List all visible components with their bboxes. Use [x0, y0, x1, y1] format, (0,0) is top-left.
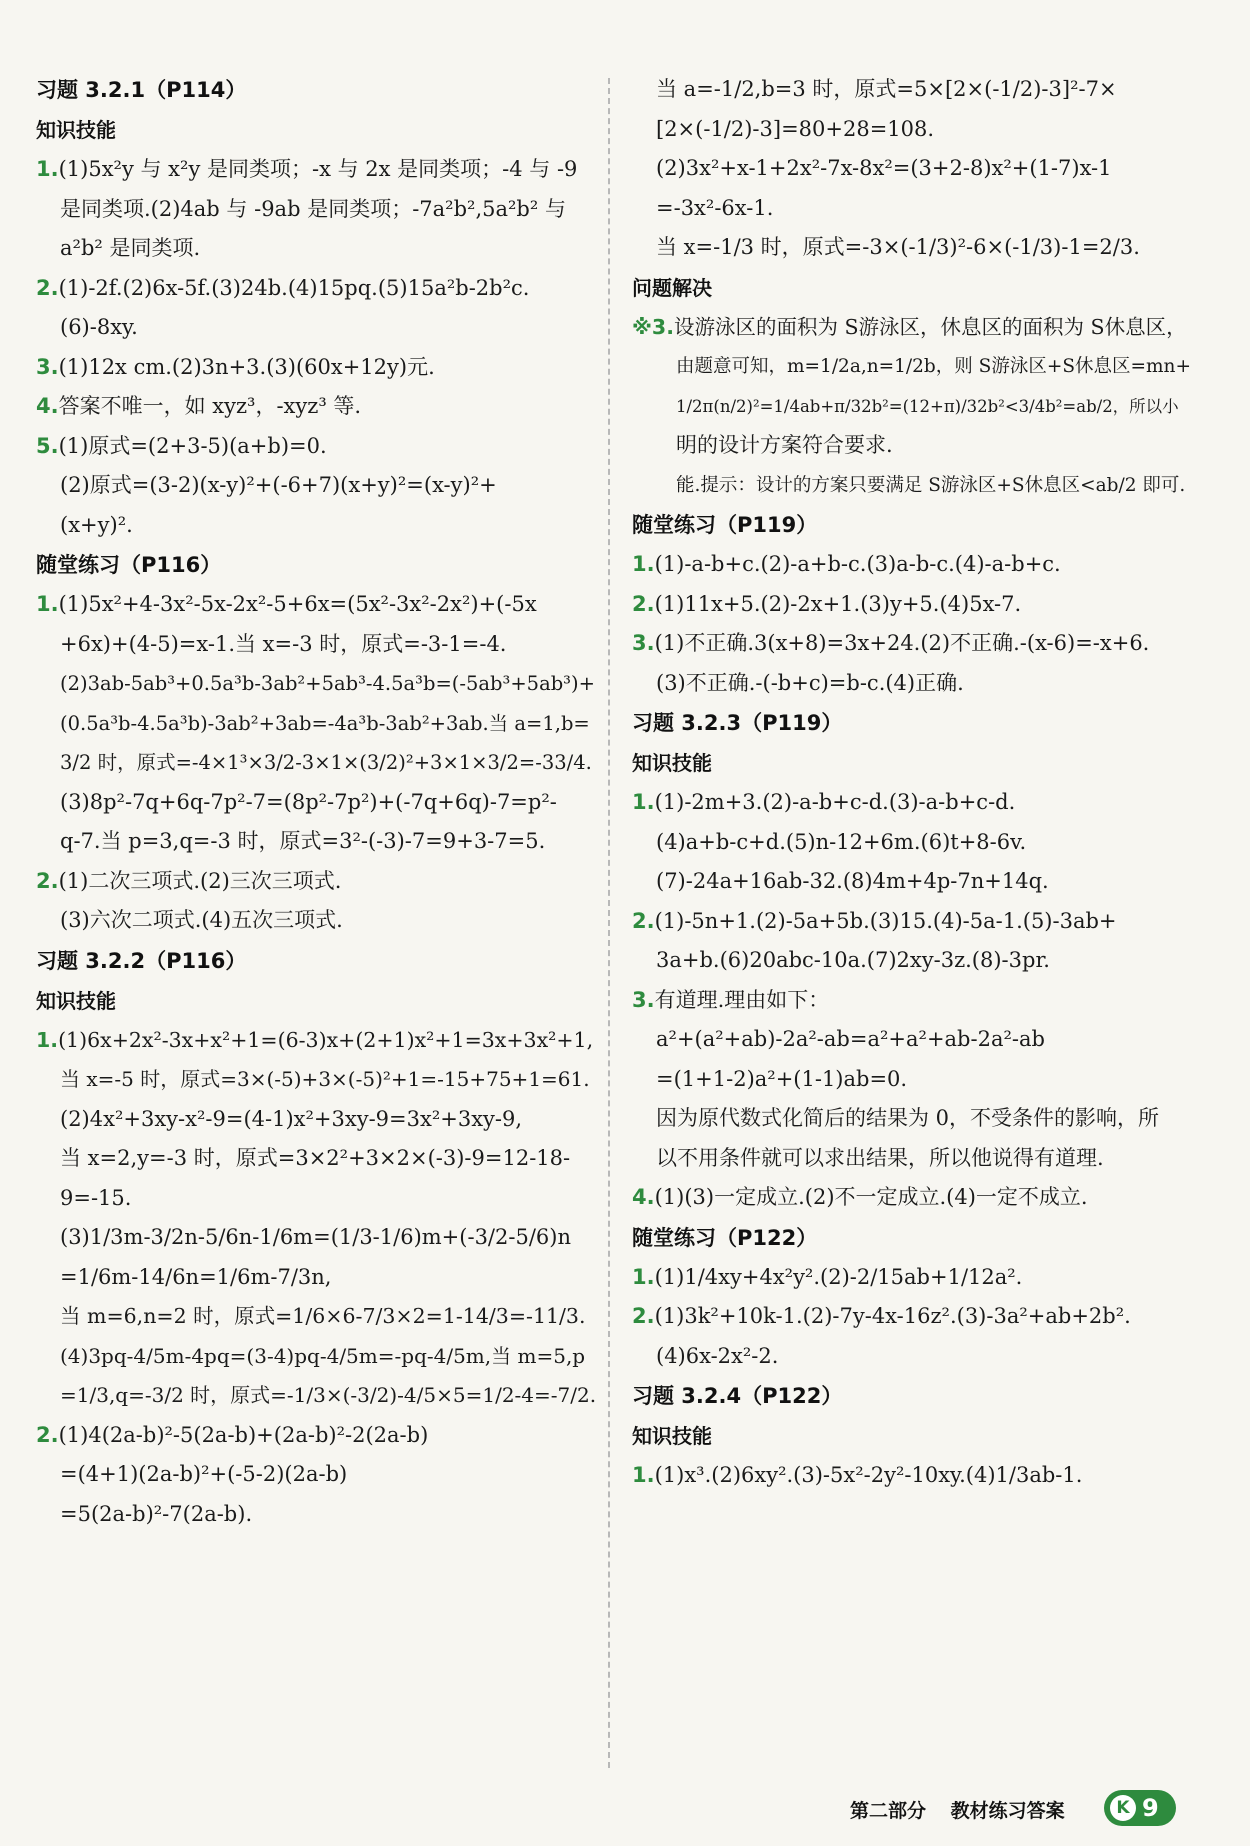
answer-line: (4)a+b-c+d.(5)n-12+6m.(6)t+8-6v.	[656, 829, 1027, 854]
item-text: (1)1/4xy+4x²y².(2)-2/15ab+1/12a².	[654, 1264, 1023, 1289]
answer-line: =(4+1)(2a-b)²+(-5-2)(2a-b)	[60, 1462, 348, 1486]
answer-line: 9=-15.	[60, 1185, 132, 1210]
section-heading: 习题 3.2.1（P114）	[36, 78, 247, 102]
answer-item	[632, 981, 1192, 1021]
answer-line: (2)3ab-5ab³+0.5a³b-3ab²+5ab³-4.5a³b=(-5ab³+5ab³)+	[60, 672, 595, 695]
item-text: (1)12x cm.(2)3n+3.(3)(60x+12y)元.	[58, 354, 435, 379]
item-text: (1)-a-b+c.(2)-a+b-c.(3)a-b-c.(4)-a-b+c.	[654, 552, 1061, 576]
right-column	[632, 70, 1192, 1496]
item-number: 2.	[36, 868, 59, 893]
item-number: 4.	[632, 1185, 655, 1209]
item-text: (1)11x+5.(2)-2x+1.(3)y+5.(4)5x-7.	[654, 591, 1022, 616]
item-text: 设游泳区的面积为 S游泳区，休息区的面积为 S休息区，	[673, 314, 1187, 339]
item-number: 1.	[36, 157, 59, 181]
section-heading: 随堂练习（P119）	[632, 513, 818, 537]
answer-line: a²+(a²+ab)-2a²-ab=a²+a²+ab-2a²-ab	[656, 1027, 1045, 1051]
answer-item	[36, 1021, 596, 1061]
answer-line: 当 x=-5 时，原式=3×(-5)+3×(-5)²+1=-15+75+1=61.	[60, 1067, 590, 1091]
answer-item	[36, 862, 596, 902]
item-text: (1)x³.(2)6xy².(3)-5x²-2y²-10xy.(4)1/3ab-1.	[654, 1463, 1083, 1487]
answer-line: (3)不正确.-(-b+c)=b-c.(4)正确.	[656, 670, 964, 695]
answer-item	[632, 1258, 1192, 1298]
answer-line: (0.5a³b-4.5a³b)-3ab²+3ab=-4a³b-3ab²+3ab.当 a=1,b=	[60, 711, 590, 735]
page-number: 9	[1142, 1794, 1159, 1822]
answer-line: =-3x²-6x-1.	[656, 195, 774, 220]
subsection-heading: 知识技能	[632, 1424, 712, 1448]
answer-line: (4)3pq-4/5m-4pq=(3-4)pq-4/5m=-pq-4/5m,当 m=5,p	[60, 1343, 586, 1368]
answer-item	[632, 1456, 1192, 1496]
item-number: 4.	[36, 394, 59, 418]
answer-line: =5(2a-b)²-7(2a-b).	[60, 1501, 253, 1526]
answer-line: (7)-24a+16ab-32.(8)4m+4p-7n+14q.	[656, 869, 1049, 893]
item-number: 1.	[36, 1027, 59, 1052]
answer-line: =1/6m-14/6n=1/6m-7/3n,	[60, 1264, 332, 1289]
item-number: 1.	[632, 1463, 655, 1487]
answer-item	[632, 902, 1192, 942]
left-column	[36, 70, 596, 1534]
answer-line: 是同类项.(2)4ab 与 -9ab 是同类项；-7a²b²,5a²b² 与	[60, 196, 566, 221]
item-text: (1)二次三项式.(2)三次三项式.	[58, 868, 342, 893]
answer-line: 3/2 时，原式=-4×1³×3/2-3×1×(3/2)²+3×1×3/2=-33/4.	[60, 751, 592, 774]
answer-line: (3)1/3m-3/2n-5/6n-1/6m=(1/3-1/6)m+(-3/2-5/6)n	[60, 1225, 571, 1249]
page-badge	[1104, 1790, 1176, 1826]
item-number: 2.	[632, 591, 655, 616]
answer-item	[36, 269, 596, 309]
subsection-heading: 知识技能	[632, 751, 712, 775]
answer-item	[36, 427, 596, 467]
answer-line: a²b² 是同类项.	[60, 236, 201, 260]
answer-item	[36, 150, 596, 190]
item-number: 2.	[36, 1422, 59, 1447]
answer-line: (3)8p²-7q+6q-7p²-7=(8p²-7p²)+(-7q+6q)-7=p²-	[60, 789, 557, 814]
answer-line: 以不用条件就可以求出结果，所以他说得有道理.	[656, 1145, 1104, 1170]
answer-item	[632, 585, 1192, 625]
subsection-heading: 问题解决	[632, 275, 712, 300]
answer-item	[632, 624, 1192, 664]
item-number: ※3.	[632, 314, 674, 339]
badge-logo-icon: K	[1110, 1795, 1136, 1821]
answer-line: (4)6x-2x²-2.	[656, 1343, 779, 1368]
item-text: (1)-2f.(2)6x-5f.(3)24b.(4)15pq.(5)15a²b-2b²c.	[58, 275, 530, 300]
section-heading: 习题 3.2.3（P119）	[632, 711, 843, 735]
answer-line: 1/2π(n/2)²=1/4ab+π/32b²=(12+π)/32b²<3/4b²=ab/2，所以小	[676, 396, 1179, 416]
item-number: 3.	[632, 987, 655, 1012]
section-heading: 习题 3.2.2（P116）	[36, 948, 247, 973]
item-number: 5.	[36, 433, 59, 458]
answer-item	[36, 585, 596, 625]
item-text: 答案不唯一，如 xyz³，-xyz³ 等.	[58, 394, 362, 418]
item-text: (1)4(2a-b)²-5(2a-b)+(2a-b)²-2(2a-b)	[58, 1422, 429, 1447]
page-footer	[850, 1796, 1083, 1823]
item-number: 3.	[36, 354, 59, 379]
answer-line: (3)六次二项式.(4)五次三项式.	[60, 908, 343, 932]
section-heading: 随堂练习（P116）	[36, 553, 222, 577]
answer-item	[36, 1416, 596, 1456]
item-number: 2.	[36, 275, 59, 300]
footer-part: 第二部分	[850, 1800, 927, 1822]
item-text: (1)原式=(2+3-5)(a+b)=0.	[58, 433, 327, 458]
answer-item	[36, 387, 596, 427]
answer-item	[632, 1297, 1192, 1337]
answer-line: (2)4x²+3xy-x²-9=(4-1)x²+3xy-9=3x²+3xy-9,	[60, 1106, 523, 1131]
item-number: 2.	[632, 908, 655, 933]
item-text: 有道理.理由如下：	[654, 987, 830, 1012]
subsection-heading: 知识技能	[36, 118, 116, 142]
item-text: (1)不正确.3(x+8)=3x+24.(2)不正确.-(x-6)=-x+6.	[654, 631, 1150, 655]
item-text: (1)(3)一定成立.(2)不一定成立.(4)一定不成立.	[654, 1185, 1088, 1209]
section-heading: 习题 3.2.4（P122）	[632, 1384, 843, 1408]
item-number: 2.	[632, 1304, 655, 1328]
answer-line: =1/3,q=-3/2 时，原式=-1/3×(-3/2)-4/5×5=1/2-4=-7/2.	[60, 1383, 597, 1407]
answer-line: q-7.当 p=3,q=-3 时，原式=3²-(-3)-7=9+3-7=5.	[60, 829, 546, 853]
footer-title: 教材练习答案	[950, 1800, 1065, 1822]
item-text: (1)-2m+3.(2)-a-b+c-d.(3)-a-b+c-d.	[654, 790, 1016, 814]
item-number: 1.	[632, 552, 655, 576]
answer-line: 当 m=6,n=2 时，原式=1/6×6-7/3×2=1-14/3=-11/3.	[60, 1304, 586, 1328]
item-text: (1)6x+2x²-3x+x²+1=(6-3)x+(2+1)x²+1=3x+3x²+1,	[58, 1027, 594, 1052]
answer-item	[632, 1178, 1192, 1218]
item-number: 1.	[36, 592, 59, 616]
item-text: (1)5x²y 与 x²y 是同类项；-x 与 2x 是同类项；-4 与 -9	[58, 157, 578, 181]
answer-line: 能.提示：设计的方案只要满足 S游泳区+S休息区<ab/2 即可.	[676, 474, 1186, 496]
subsection-heading: 知识技能	[36, 988, 116, 1013]
item-text: (1)5x²+4-3x²-5x-2x²-5+6x=(5x²-3x²-2x²)+(-5x	[58, 592, 537, 616]
column-divider	[608, 78, 610, 1768]
answer-line: [2×(-1/2)-3]=80+28=108.	[656, 116, 935, 141]
answer-line: 因为原代数式化简后的结果为 0，不受条件的影响，所	[656, 1106, 1160, 1130]
answer-line: 明的设计方案符合要求.	[676, 433, 893, 457]
item-number: 1.	[632, 790, 655, 814]
answer-line: 当 x=2,y=-3 时，原式=3×2²+3×2×(-3)-9=12-18-	[60, 1146, 571, 1170]
item-number: 1.	[632, 1264, 655, 1289]
answer-line: =(1+1-2)a²+(1-1)ab=0.	[656, 1066, 908, 1091]
answer-item	[632, 308, 1192, 348]
answer-line: (2)原式=(3-2)(x-y)²+(-6+7)(x+y)²=(x-y)²+	[60, 473, 497, 497]
answer-item	[632, 783, 1192, 823]
answer-line: 3a+b.(6)20abc-10a.(7)2xy-3z.(8)-3pr.	[656, 948, 1050, 972]
answer-item	[632, 545, 1192, 585]
answer-line: +6x)+(4-5)=x-1.当 x=-3 时，原式=-3-1=-4.	[60, 631, 507, 656]
answer-line: (x+y)².	[60, 512, 133, 537]
section-heading: 随堂练习（P122）	[632, 1225, 818, 1250]
answer-line: 当 a=-1/2,b=3 时，原式=5×[2×(-1/2)-3]²-7×	[656, 77, 1117, 101]
item-text: (1)-5n+1.(2)-5a+5b.(3)15.(4)-5a-1.(5)-3ab+	[654, 908, 1117, 933]
item-text: (1)3k²+10k-1.(2)-7y-4x-16z².(3)-3a²+ab+2b².	[654, 1304, 1131, 1328]
answer-item	[36, 348, 596, 388]
item-number: 3.	[632, 631, 655, 655]
answer-line: 当 x=-1/3 时，原式=-3×(-1/3)²-6×(-1/3)-1=2/3.	[656, 235, 1140, 259]
answer-line: (2)3x²+x-1+2x²-7x-8x²=(3+2-8)x²+(1-7)x-1	[656, 156, 1112, 180]
answer-line: (6)-8xy.	[60, 315, 138, 339]
answer-line: 由题意可知，m=1/2a,n=1/2b，则 S游泳区+S休息区=mn+	[676, 356, 1191, 377]
